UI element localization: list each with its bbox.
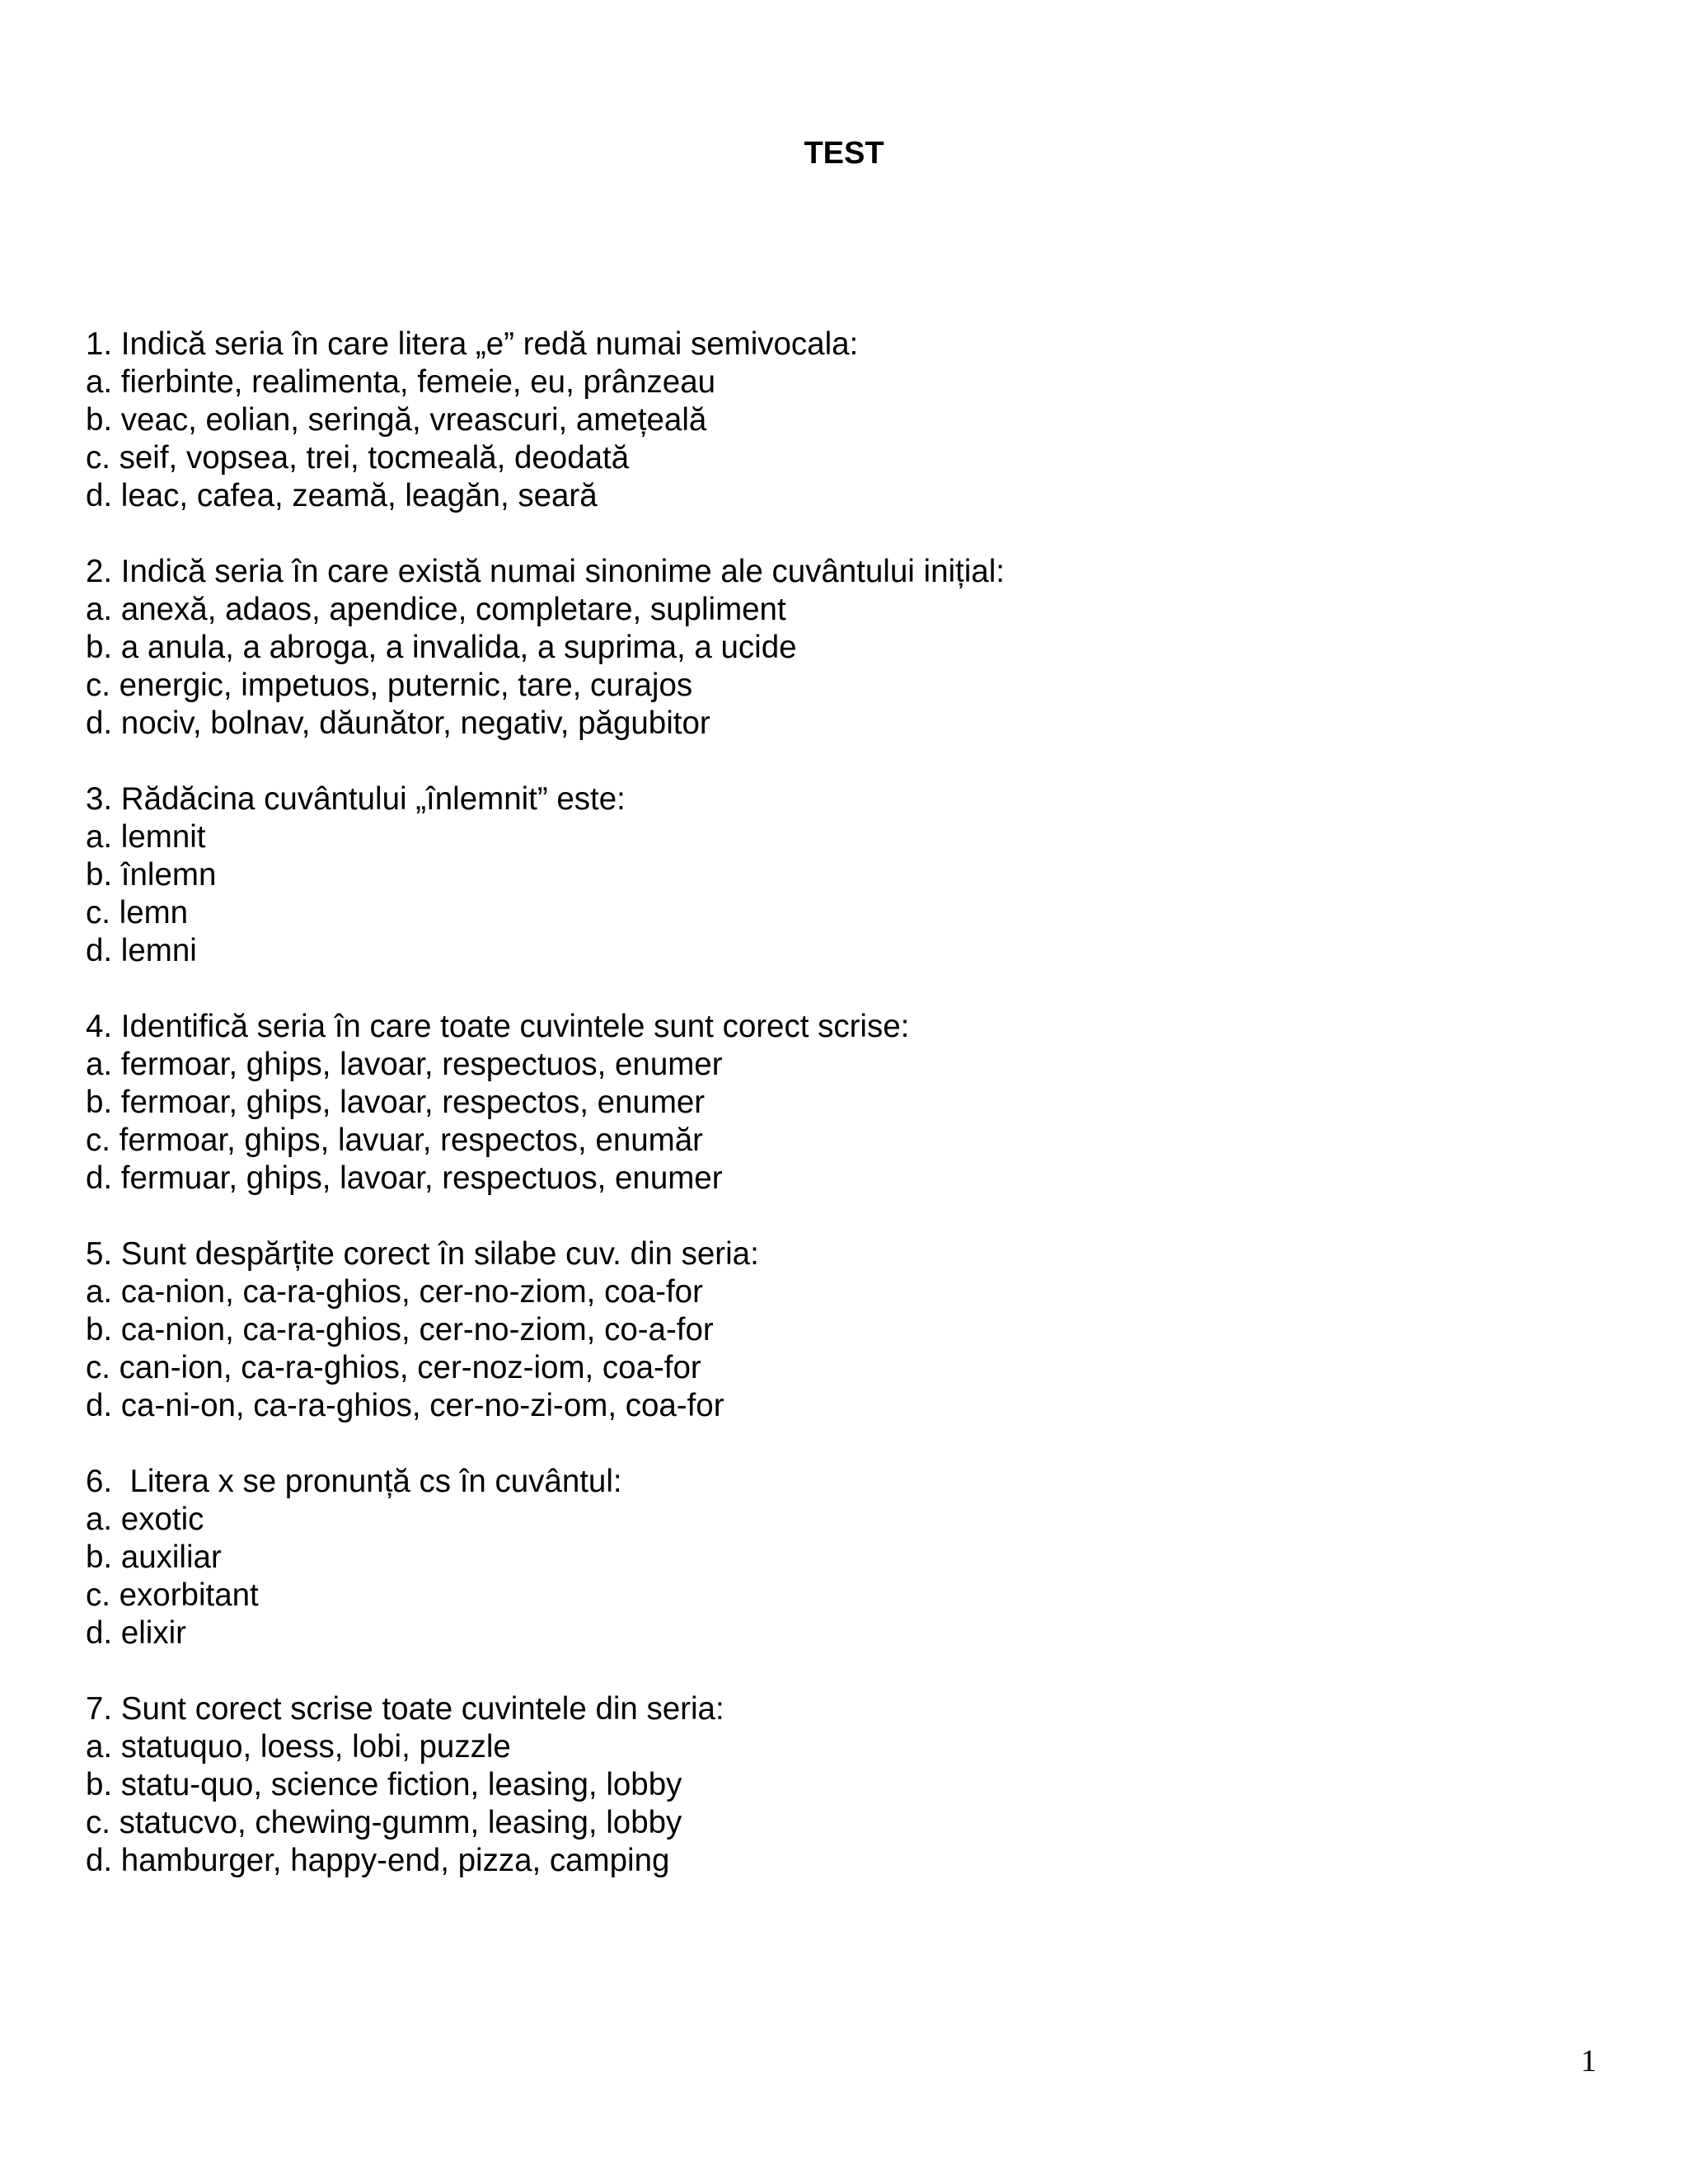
question-list	[86, 326, 1611, 1918]
option-c: c. lemn	[86, 895, 189, 930]
option-c: c. exorbitant	[86, 1577, 259, 1613]
option-d: d. lemni	[86, 933, 197, 968]
question-prompt: 6. Litera x se pronunță cs în cuvântul:	[86, 1464, 622, 1499]
option-d: d. leac, cafea, zeamă, leagăn, seară	[86, 478, 598, 513]
question-6	[86, 1463, 1611, 1652]
question-2	[86, 553, 1611, 743]
option-b: b. înlemn	[86, 857, 217, 893]
option-c: c. can-ion, ca-ra-ghios, cer-noz-iom, coa-for	[86, 1350, 701, 1385]
option-a: a. statuquo, loess, lobi, puzzle	[86, 1729, 511, 1765]
option-d: d. elixir	[86, 1615, 186, 1651]
page-title: TEST	[804, 136, 884, 171]
question-7	[86, 1690, 1611, 1880]
option-a: a. anexă, adaos, apendice, completare, supliment	[86, 592, 786, 627]
option-d: d. fermuar, ghips, lavoar, respectuos, enumer	[86, 1160, 723, 1196]
option-c: c. fermoar, ghips, lavuar, respectos, enumăr	[86, 1122, 703, 1158]
option-d: d. ca-ni-on, ca-ra-ghios, cer-no-zi-om, coa-for	[86, 1388, 724, 1423]
option-c: c. seif, vopsea, trei, tocmeală, deodată	[86, 440, 630, 476]
option-d: d. nociv, bolnav, dăunător, negativ, păgubitor	[86, 705, 710, 741]
option-b: b. statu-quo, science fiction, leasing, lobby	[86, 1767, 682, 1802]
option-b: b. ca-nion, ca-ra-ghios, cer-no-ziom, co-a-for	[86, 1312, 714, 1347]
question-3	[86, 780, 1611, 970]
question-prompt: 7. Sunt corect scrise toate cuvintele din seria:	[86, 1691, 724, 1727]
page-number: 1	[1581, 2044, 1597, 2079]
option-b: b. veac, eolian, seringă, vreascuri, amețeală	[86, 402, 707, 438]
option-a: a. fermoar, ghips, lavoar, respectuos, enumer	[86, 1047, 723, 1082]
question-prompt: 3. Rădăcina cuvântului „înlemnit” este:	[86, 781, 626, 817]
option-b: b. auxiliar	[86, 1540, 222, 1575]
question-4	[86, 1008, 1611, 1197]
option-b: b. fermoar, ghips, lavoar, respectos, enumer	[86, 1085, 706, 1120]
option-a: a. exotic	[86, 1502, 204, 1537]
question-prompt: 4. Identifică seria în care toate cuvintele sunt corect scrise:	[86, 1009, 910, 1044]
option-a: a. ca-nion, ca-ra-ghios, cer-no-ziom, coa-for	[86, 1274, 703, 1310]
option-a: a. lemnit	[86, 819, 206, 855]
question-5	[86, 1235, 1611, 1425]
question-prompt: 2. Indică seria în care există numai sinonime ale cuvântului inițial:	[86, 554, 1005, 589]
question-prompt: 1. Indică seria în care litera „e” redă numai semivocala:	[86, 326, 859, 362]
question-1	[86, 326, 1611, 515]
question-prompt: 5. Sunt despărțite corect în silabe cuv. din seria:	[86, 1236, 759, 1272]
option-b: b. a anula, a abroga, a invalida, a suprima, a ucide	[86, 630, 797, 665]
option-c: c. statucvo, chewing-gumm, leasing, lobby	[86, 1805, 682, 1840]
option-a: a. fierbinte, realimenta, femeie, eu, prânzeau	[86, 364, 716, 400]
option-d: d. hamburger, happy-end, pizza, camping	[86, 1843, 670, 1878]
option-c: c. energic, impetuos, puternic, tare, curajos	[86, 668, 693, 703]
